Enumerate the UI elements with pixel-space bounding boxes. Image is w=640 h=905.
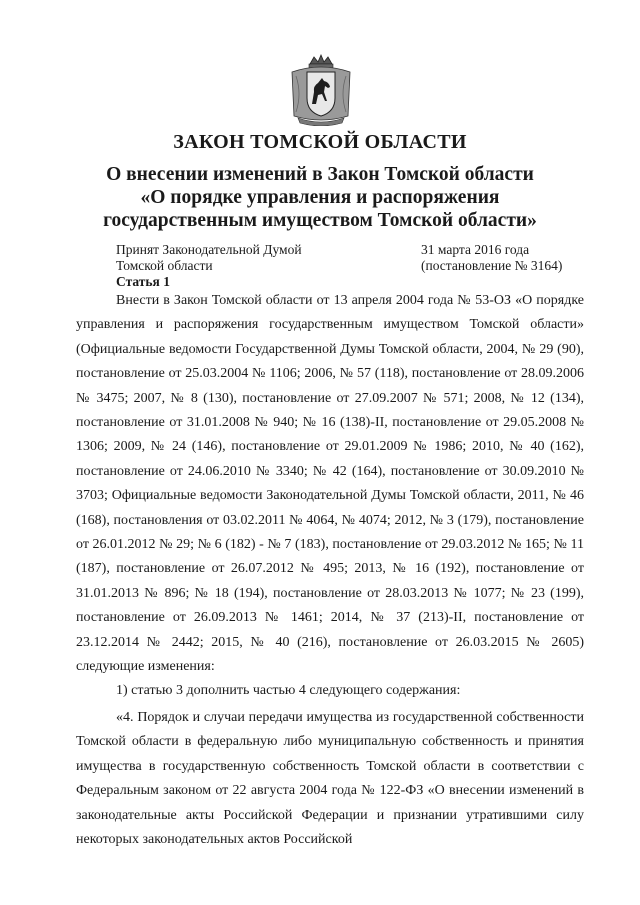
subtitle-line: государственным имуществом Томской области» bbox=[103, 210, 537, 231]
adoption-date-info bbox=[421, 242, 562, 274]
adoption-date: 31 марта 2016 года bbox=[421, 242, 530, 257]
subtitle-line: О внесении изменений в Закон Томской области bbox=[106, 164, 534, 185]
subtitle-line: «О порядке управления и распоряжения bbox=[140, 187, 500, 208]
adopted-by: Принят Законодательной Думой bbox=[116, 242, 302, 257]
law-title: ЗАКОН ТОМСКОЙ ОБЛАСТИ bbox=[173, 131, 467, 153]
article-paragraph: Внести в Закон Томской области от 13 апреля 2004 года № 53-ОЗ «О порядке управления и распоряжения государственным имуществом Томской области» (Официальные ведомости Государственной Думы Томской области, 2004, № 29 (90), постановление от 25.03.2004 № 1106; 2006, № 57 (118), постановление от 28.09.2006 № 3475; 2007, № 8 (130), постановление от 27.09.2007 № 571; 2008, № 12 (134), постановление от 31.01.2008 № 940; № 16 (138)-II, постановление от 29.05.2008 № 1306; 2009, № 24 (146), постановление от 29.01.2009 № 1986; 2010, № 40 (162), постановление от 24.06.2010 № 3340; № 42 (164), постановление от 30.09.2010 № 3703; Официальные ведомости Законодательной Думы Томской области, 2011, № 46 (168), постановления от 03.02.2011 № 4064, № 4074; 2012, № 3 (179), постановление от 26.01.2012 № 29; № 6 (182) - № 7 (183), постановление от 29.03.2012 № 165; № 11 (187), постановление от 26.07.2012 № 495; 2013, № 16 (192), постановление от 31.01.2013 № 896; № 18 (194), постановление от 28.03.2013 № 1077; № 23 (199), постановление от 26.09.2013 № 1461; 2014, № 37 (213)-II, постановление от 23.12.2014 № 2442; 2015, № 40 (216), постановление от 26.03.2015 № 2605) следующие изменения: bbox=[76, 293, 584, 675]
adoption-info bbox=[116, 242, 302, 274]
amendment-item: 1) статью 3 дополнить частью 4 следующего содержания: bbox=[116, 683, 461, 698]
adopted-by-region: Томской области bbox=[116, 258, 213, 273]
coat-of-arms-icon bbox=[288, 54, 354, 126]
resolution-number: (постановление № 3164) bbox=[421, 258, 563, 273]
amendment-text: «4. Порядок и случаи передачи имущества из государственной собственности Томской области в федеральную либо муниципальную собственность и принятия имущества в государственную собственность Томской области в соответствии с Федеральным законом от 22 августа 2004 года № 122-ФЗ «О внесении изменений в законодательные акты Российской Федерации и признании утратившими силу некоторых законодательных актов Российской bbox=[76, 710, 584, 848]
article-heading: Статья 1 bbox=[116, 274, 170, 289]
law-subtitle bbox=[60, 163, 580, 232]
